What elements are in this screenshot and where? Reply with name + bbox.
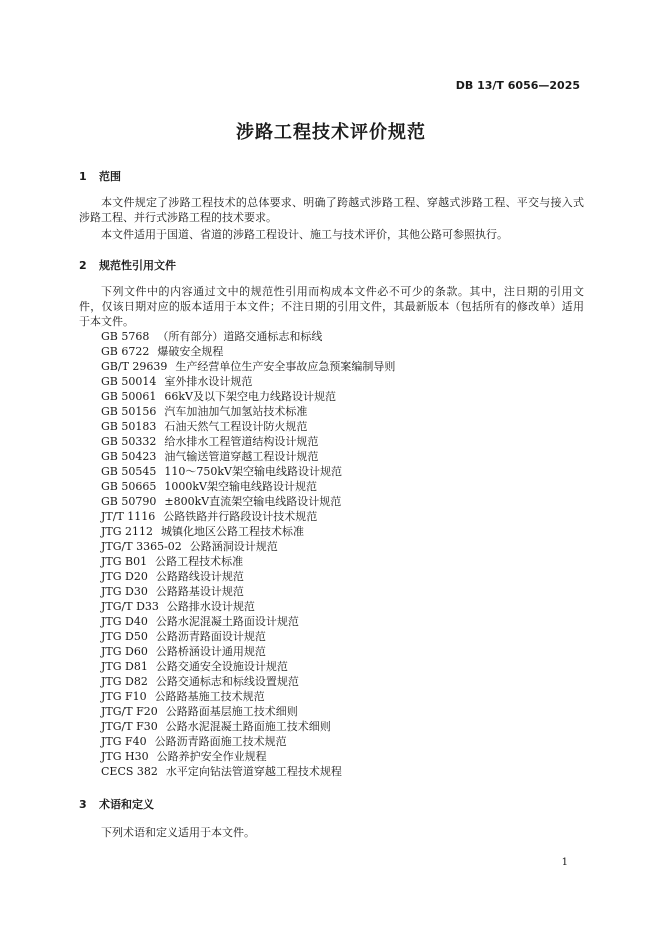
- reference-item: [101, 449, 395, 464]
- reference-code: JTG 2112: [101, 525, 154, 538]
- scope-paragraph-1: 本文件规定了涉路工程技术的总体要求、明确了跨越式涉路工程、穿越式涉路工程、平交与接入式涉路工程、并行式涉路工程的技术要求。: [79, 196, 584, 224]
- reference-code: GB 50790: [101, 495, 157, 508]
- reference-item: [101, 524, 395, 539]
- section-title: 范围: [99, 170, 121, 183]
- reference-code: JTG H30: [101, 750, 149, 763]
- page-number: 1: [561, 857, 568, 868]
- scope-paragraph-2: 本文件适用于国道、省道的涉路工程设计、施工与技术评价，其他公路可参照执行。: [101, 228, 508, 241]
- document-title: 涉路工程技术评价规范: [236, 122, 426, 143]
- reference-item: [101, 584, 395, 599]
- reference-title: 公路工程技术标准: [155, 555, 244, 568]
- reference-item: [101, 479, 395, 494]
- reference-code: GB 50665: [101, 480, 157, 493]
- reference-item: [101, 689, 395, 704]
- reference-item: [101, 404, 395, 419]
- reference-title: 汽车加油加气加氢站技术标准: [164, 405, 308, 418]
- reference-title: 石油天然气工程设计防火规范: [164, 420, 308, 433]
- reference-code: JTG B01: [101, 555, 148, 568]
- section-number: 3: [79, 798, 87, 811]
- reference-code: JTG D20: [101, 570, 148, 583]
- reference-code: GB 50156: [101, 405, 157, 418]
- reference-item: [101, 644, 395, 659]
- reference-title: 公路路线设计规范: [155, 570, 244, 583]
- reference-code: JTG F10: [101, 690, 147, 703]
- reference-title: 公路沥青路面设计规范: [155, 630, 266, 643]
- reference-item: [101, 704, 395, 719]
- reference-item: [101, 599, 395, 614]
- reference-code: GB 5768: [101, 330, 150, 343]
- reference-title: 1000kV架空输电线路设计规范: [164, 480, 317, 493]
- reference-code: GB 6722: [101, 345, 150, 358]
- reference-code: GB 50183: [101, 420, 157, 433]
- section-2-heading: [79, 257, 176, 273]
- reference-code: GB 50332: [101, 435, 157, 448]
- reference-title: 室外排水设计规范: [164, 375, 253, 388]
- reference-item: [101, 374, 395, 389]
- reference-code: GB 50061: [101, 390, 157, 403]
- reference-title: 油气输送管道穿越工程设计规范: [164, 450, 319, 463]
- reference-title: ±800kV直流架空输电线路设计规范: [164, 495, 342, 508]
- reference-title: 城镇化地区公路工程技术标准: [161, 525, 305, 538]
- normative-references-intro: 下列文件中的内容通过文中的规范性引用而构成本文件必不可少的条款。其中，注日期的引用文件，仅该日期对应的版本适用于本文件；不注日期的引用文件，其最新版本（包括所有的修改单）适用于本文件。: [79, 285, 584, 328]
- reference-title: 公路沥青路面施工技术规范: [154, 735, 287, 748]
- reference-title: 公路水泥混凝土路面设计规范: [155, 615, 299, 628]
- reference-title: 生产经营单位生产安全事故应急预案编制导则: [175, 360, 396, 373]
- reference-code: CECS 382: [101, 765, 158, 778]
- reference-code: JTG D40: [101, 615, 148, 628]
- section-number: 1: [79, 170, 87, 183]
- reference-item: [101, 434, 395, 449]
- reference-title: 公路路面基层施工技术细则: [165, 705, 298, 718]
- reference-item: [101, 719, 395, 734]
- reference-item: [101, 509, 395, 524]
- reference-title: 公路水泥混凝土路面施工技术细则: [165, 720, 331, 733]
- reference-title: 110～750kV架空输电线路设计规范: [164, 465, 342, 478]
- reference-code: GB 50545: [101, 465, 157, 478]
- reference-title: 公路铁路并行路段设计技术规范: [163, 510, 318, 523]
- reference-item: [101, 734, 395, 749]
- reference-title: 公路路基设计规范: [155, 585, 244, 598]
- reference-code: GB 50014: [101, 375, 157, 388]
- reference-item: [101, 539, 395, 554]
- section-number: 2: [79, 259, 87, 272]
- reference-code: GB/T 29639: [101, 360, 168, 373]
- reference-item: [101, 359, 395, 374]
- reference-item: [101, 419, 395, 434]
- reference-title: 公路排水设计规范: [166, 600, 255, 613]
- reference-title: （所有部分）道路交通标志和标线: [157, 330, 323, 343]
- section-1-heading: [79, 168, 121, 184]
- reference-title: 66kV及以下架空电力线路设计规范: [164, 390, 336, 403]
- reference-title: 公路桥涵设计通用规范: [155, 645, 266, 658]
- reference-code: JTG/T D33: [101, 600, 159, 613]
- section-3-heading: [79, 796, 154, 812]
- reference-item: [101, 764, 395, 779]
- reference-code: JTG D82: [101, 675, 148, 688]
- terms-paragraph: 下列术语和定义适用于本文件。: [101, 826, 255, 839]
- reference-item: [101, 629, 395, 644]
- reference-item: [101, 554, 395, 569]
- reference-title: 给水排水工程管道结构设计规范: [164, 435, 319, 448]
- reference-item: [101, 494, 395, 509]
- reference-code: JTG/T F30: [101, 720, 158, 733]
- reference-title: 公路涵洞设计规范: [189, 540, 278, 553]
- reference-code: JTG D81: [101, 660, 148, 673]
- section-title: 术语和定义: [99, 798, 154, 811]
- reference-code: JTG/T F20: [101, 705, 158, 718]
- reference-item: [101, 674, 395, 689]
- reference-title: 公路交通安全设施设计规范: [155, 660, 288, 673]
- reference-title: 公路交通标志和标线设置规范: [155, 675, 299, 688]
- reference-title: 公路养护安全作业规程: [156, 750, 267, 763]
- section-title: 规范性引用文件: [99, 259, 176, 272]
- reference-item: [101, 329, 395, 344]
- reference-item: [101, 749, 395, 764]
- reference-item: [101, 464, 395, 479]
- reference-code: JTG D50: [101, 630, 148, 643]
- reference-code: JTG F40: [101, 735, 147, 748]
- reference-item: [101, 569, 395, 584]
- reference-title: 水平定向钻法管道穿越工程技术规程: [165, 765, 342, 778]
- reference-code: JT/T 1116: [101, 510, 156, 523]
- reference-item: [101, 659, 395, 674]
- reference-item: [101, 344, 395, 359]
- reference-code: JTG D30: [101, 585, 148, 598]
- document-code: DB 13/T 6056—2025: [455, 79, 580, 92]
- reference-list: [101, 329, 395, 779]
- reference-title: 爆破安全规程: [157, 345, 224, 358]
- reference-item: [101, 389, 395, 404]
- reference-code: JTG/T 3365-02: [101, 540, 182, 553]
- reference-code: GB 50423: [101, 450, 157, 463]
- reference-item: [101, 614, 395, 629]
- reference-title: 公路路基施工技术规范: [154, 690, 265, 703]
- reference-code: JTG D60: [101, 645, 148, 658]
